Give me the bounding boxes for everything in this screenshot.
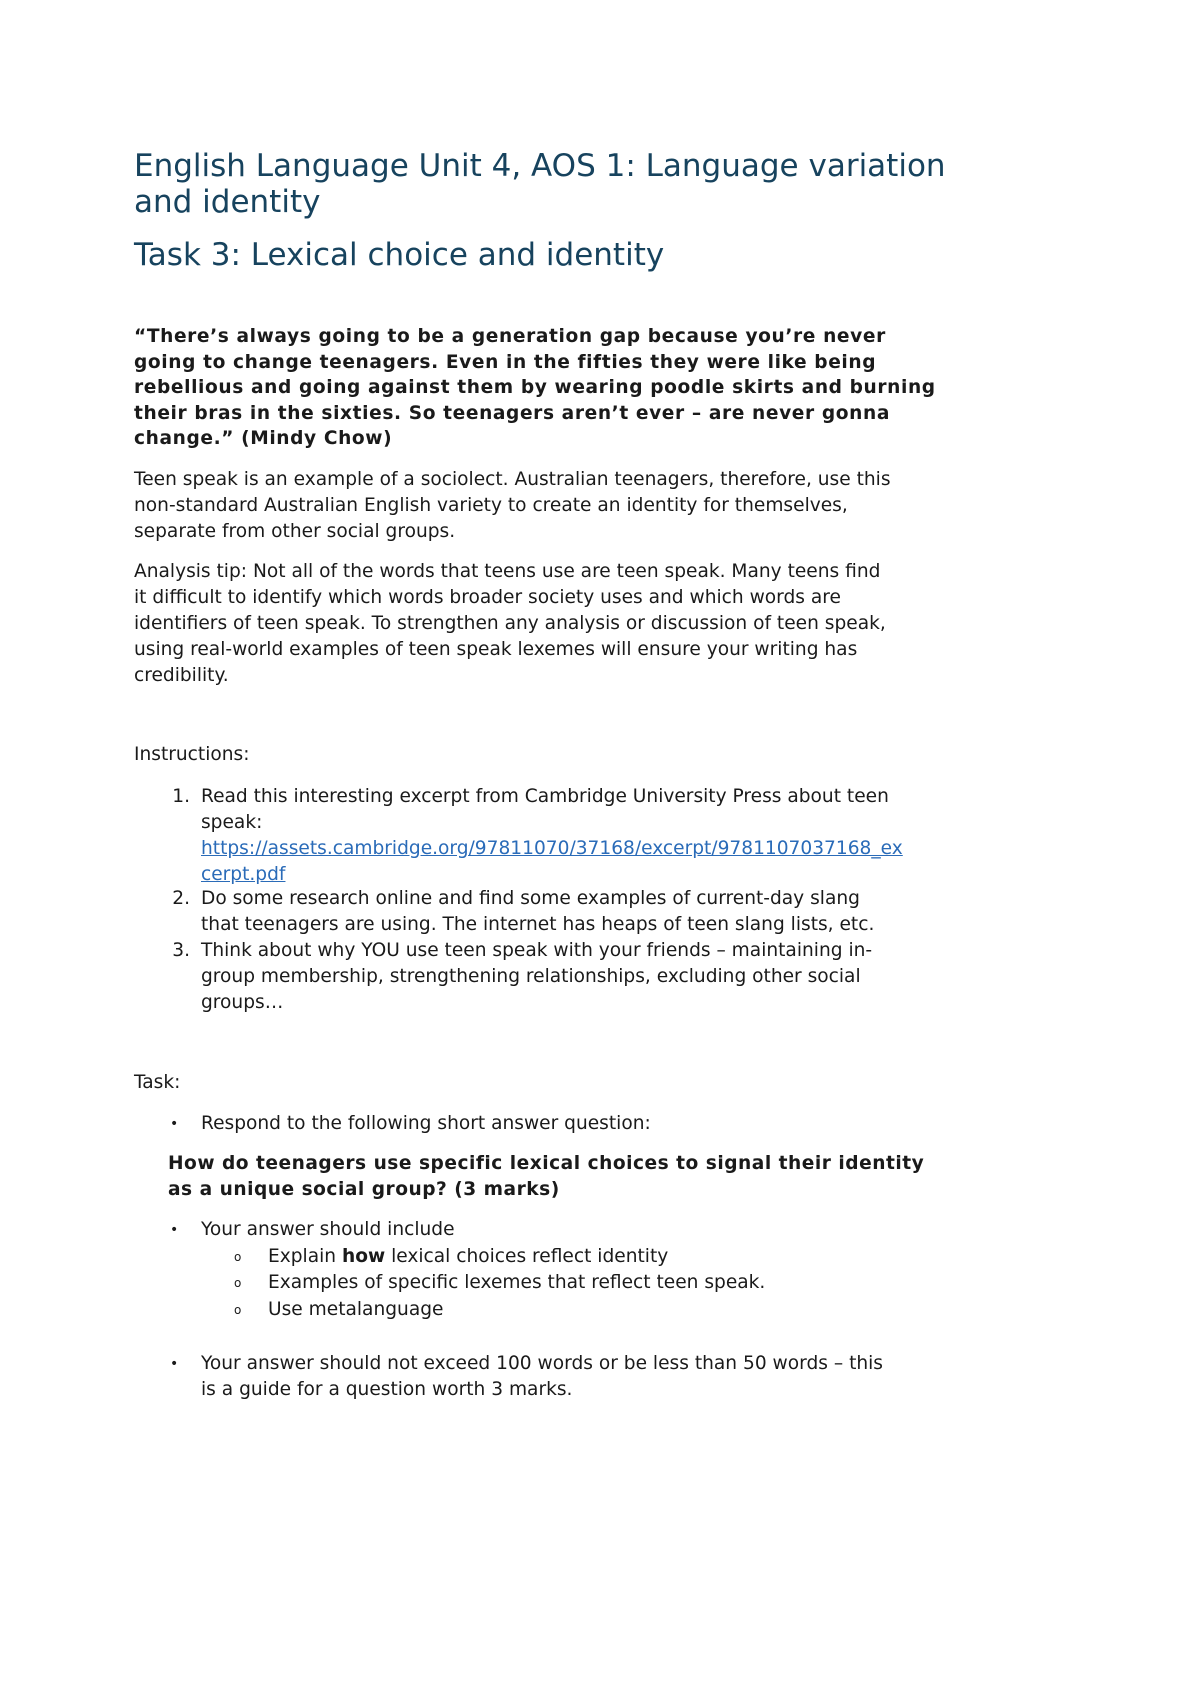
sub-text: Examples of specific lexemes that reflect teen speak.: [268, 1272, 766, 1293]
item-line: Think about why YOU use teen speak with your friends – maintaining in-: [201, 940, 873, 961]
bullet-text: Respond to the following short answer question:: [201, 1113, 651, 1134]
bullet-line: Your answer should not exceed 100 words or be less than 50 words – this: [201, 1353, 883, 1374]
quote-line: going to change teenagers. Even in the fifties they were like being: [134, 351, 877, 373]
item-line: group membership, strengthening relationships, excluding other social: [201, 966, 861, 987]
circle-bullet-icon: o: [234, 1276, 242, 1290]
circle-bullet-icon: o: [234, 1303, 242, 1317]
question: [168, 1151, 924, 1202]
quote-line: rebellious and going against them by wearing poodle skirts and burning: [134, 377, 936, 399]
bullet-line: is a guide for a question worth 3 marks.: [201, 1379, 573, 1400]
title-line: and identity: [134, 184, 321, 220]
list-number: 3.: [172, 940, 190, 961]
paragraph-line: non-standard Australian English variety to create an identity for themselves,: [134, 495, 848, 516]
bullet-icon: •: [170, 1116, 179, 1132]
bullet-icon: •: [170, 1222, 179, 1238]
list-number: 1.: [172, 786, 190, 807]
bullet-text: Your answer should include: [201, 1219, 455, 1240]
sub-text: Explain: [268, 1246, 342, 1267]
link-line[interactable]: https://assets.cambridge.org/97811070/37168/excerpt/9781107037168_ex: [201, 838, 903, 859]
paragraph-line: separate from other social groups.: [134, 521, 456, 542]
circle-bullet-icon: o: [234, 1250, 242, 1264]
task-heading: Task 3: Lexical choice and identity: [134, 237, 665, 273]
item-line: that teenagers are using. The internet has heaps of teen slang lists, etc.: [201, 914, 875, 935]
item-line: Read this interesting excerpt from Cambridge University Press about teen: [201, 786, 889, 807]
task-label: Task:: [134, 1072, 181, 1093]
title-line: English Language Unit 4, AOS 1: Language variation: [134, 148, 946, 184]
paragraph-line: Analysis tip: Not all of the words that teens use are teen speak. Many teens find: [134, 561, 881, 582]
item-line: Do some research online and find some examples of current-day slang: [201, 888, 860, 909]
paragraph-line: using real-world examples of teen speak lexemes will ensure your writing has: [134, 639, 858, 660]
question-line: How do teenagers use specific lexical choices to signal their identity: [168, 1153, 925, 1174]
item-line: groups…: [201, 992, 284, 1013]
quote-line: “There’s always going to be a generation gap because you’re never: [134, 326, 886, 347]
list-number: 2.: [172, 888, 190, 909]
instructions-label: Instructions:: [134, 744, 250, 765]
question-line: as a unique social group? (3 marks): [168, 1178, 560, 1200]
quote-block: [134, 324, 936, 452]
sub-text: lexical choices reflect identity: [385, 1246, 669, 1267]
paragraph-line: Teen speak is an example of a sociolect. Australian teenagers, therefore, use this: [134, 469, 891, 490]
excerpt-link[interactable]: [201, 836, 903, 888]
sub-text: Use metalanguage: [268, 1299, 444, 1320]
paragraph-line: identifiers of teen speak. To strengthen any analysis or discussion of teen speak,: [134, 613, 886, 634]
item-line: speak:: [201, 812, 263, 833]
paragraph-line: it difficult to identify which words broader society uses and which words are: [134, 587, 841, 608]
sociolect-paragraph: [134, 467, 891, 545]
bullet-icon: •: [170, 1356, 179, 1372]
link-line[interactable]: cerpt.pdf: [201, 864, 286, 885]
quote-line: their bras in the sixties. So teenagers aren’t ever – are never gonna: [134, 402, 890, 424]
paragraph-line: credibility.: [134, 665, 229, 686]
document-title: [134, 148, 946, 220]
analysis-tip-paragraph: [134, 559, 886, 689]
sub-bold: how: [341, 1246, 386, 1267]
quote-line: change.” (Mindy Chow): [134, 428, 393, 450]
